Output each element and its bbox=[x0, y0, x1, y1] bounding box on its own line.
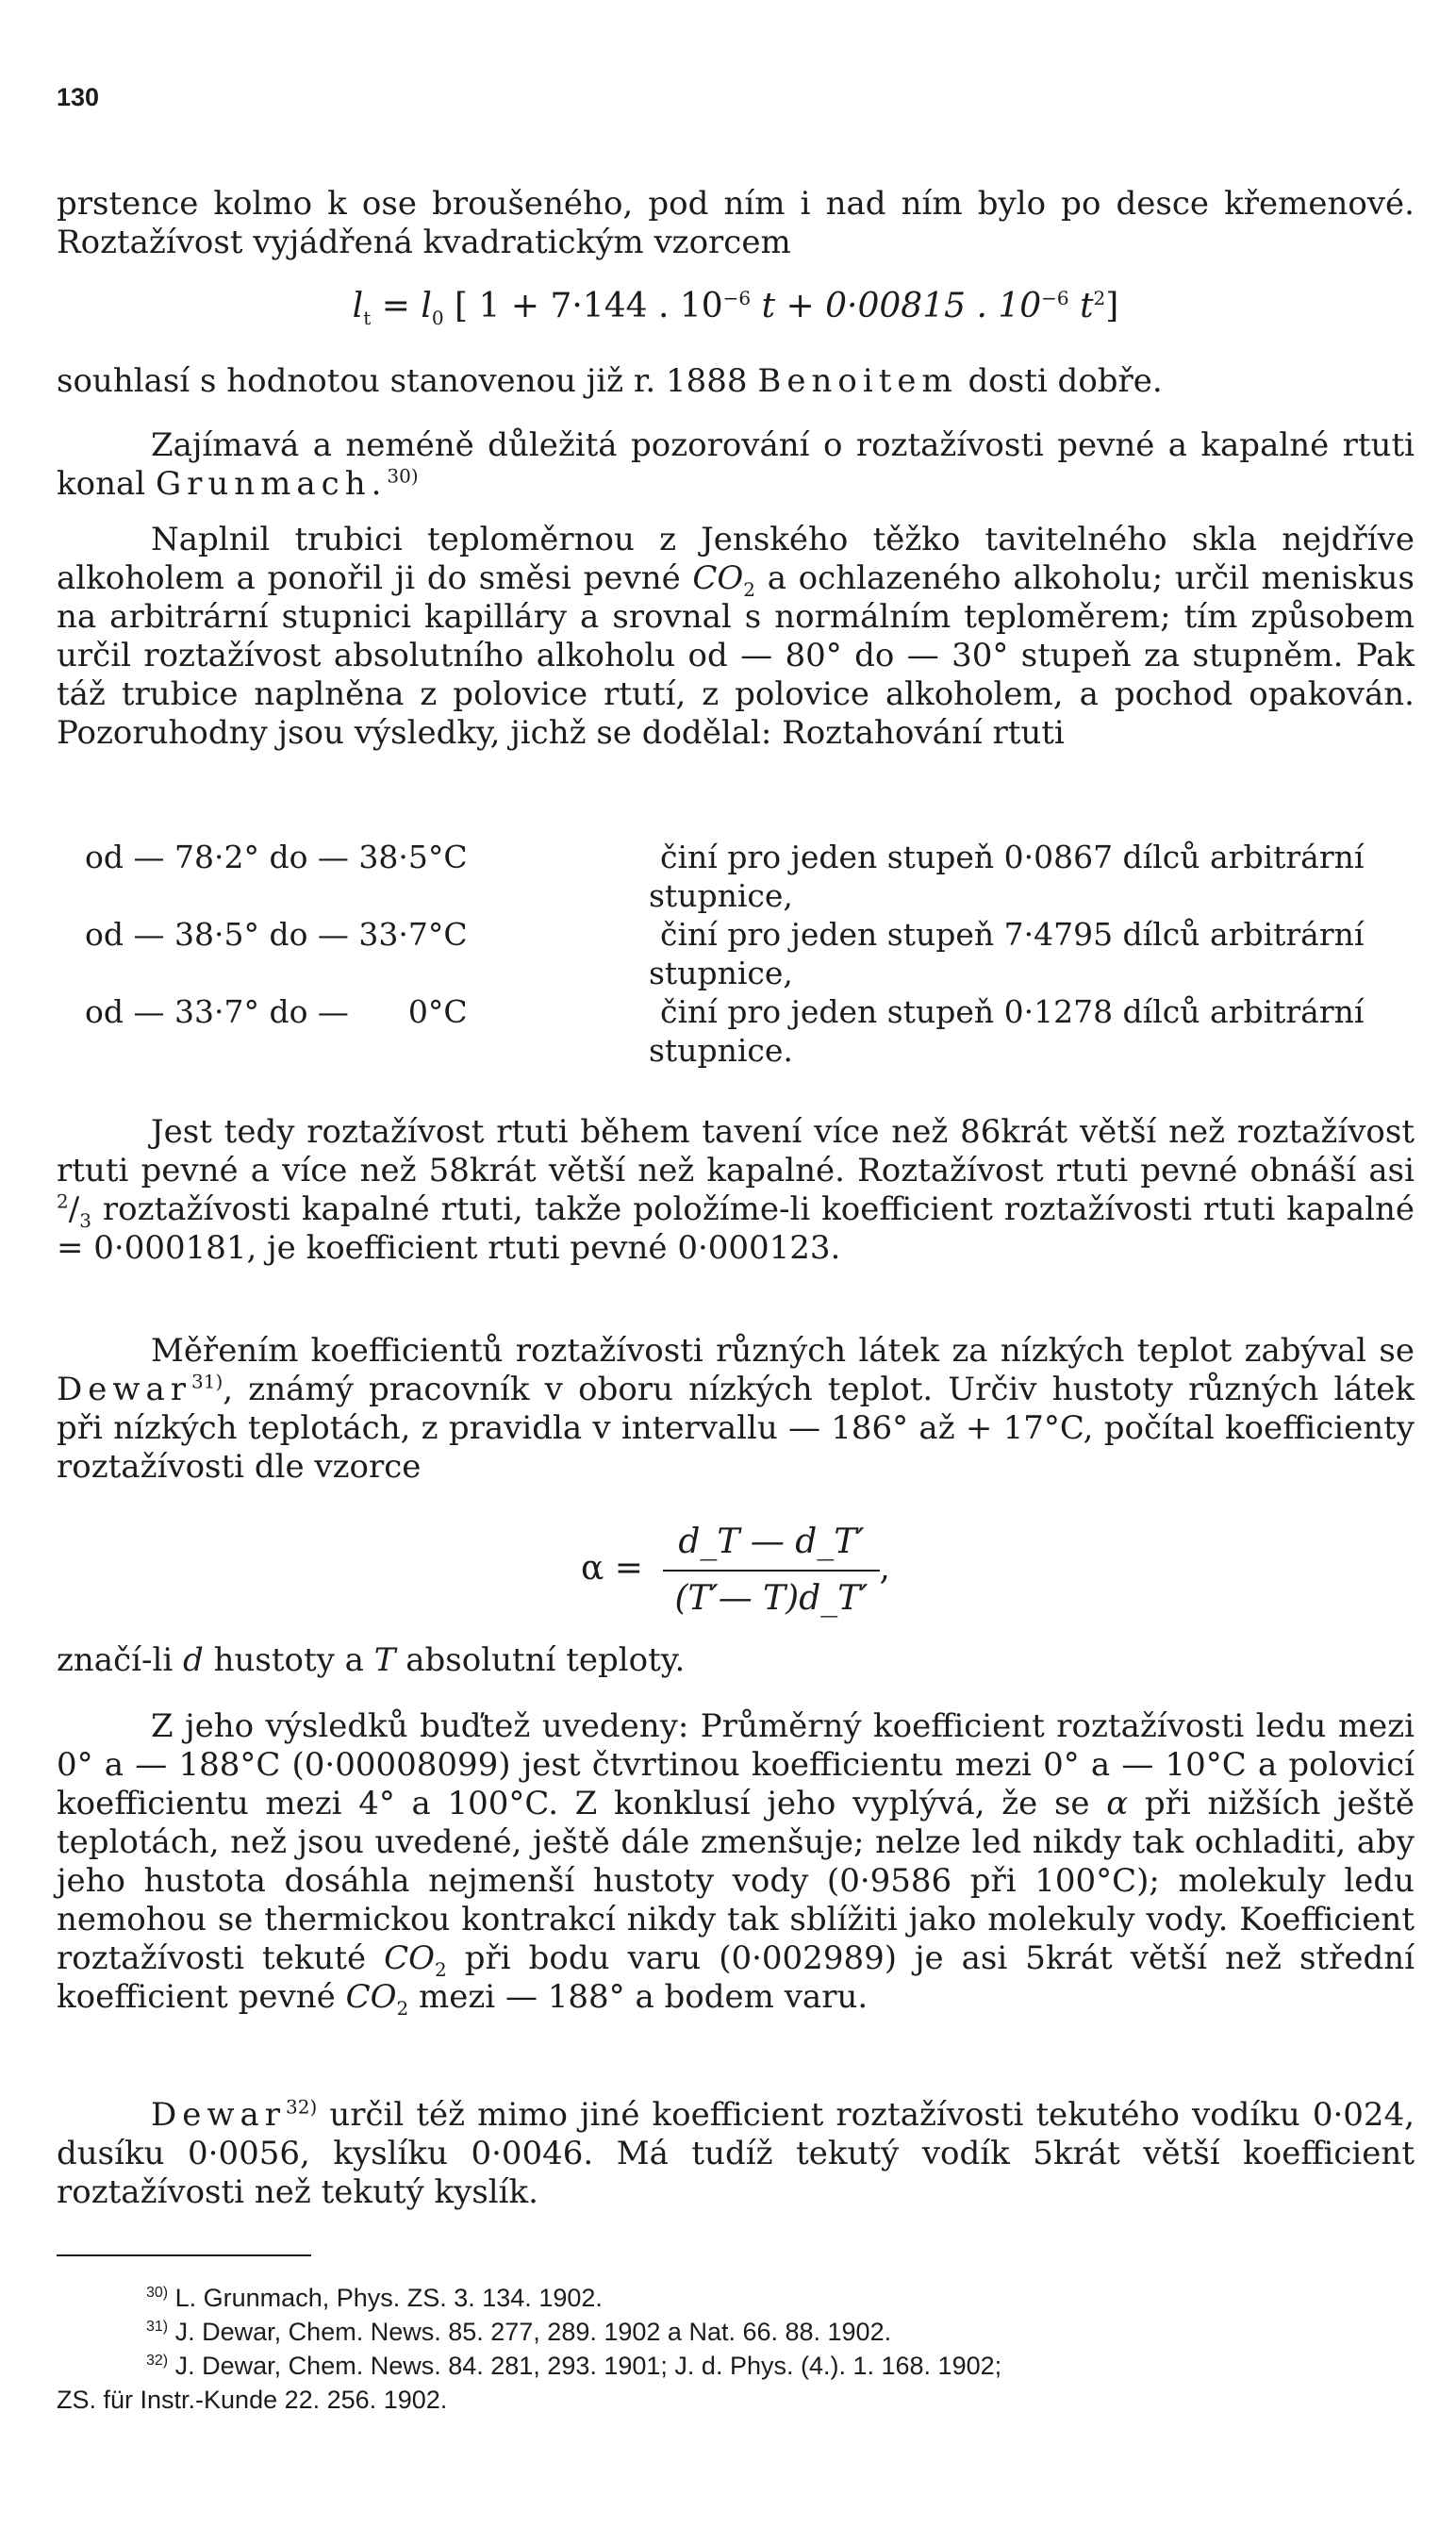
table-cont: stupnice. bbox=[649, 1032, 793, 1069]
eq-exp1: −6 bbox=[722, 287, 752, 309]
benoit-pre: souhlasí s hodnotou stanovenou již r. 1888 bbox=[57, 362, 748, 400]
paragraph-dewar bbox=[57, 1332, 1415, 1487]
paragraph-mercury-result: Jest tedy roztažívost rtuti během tavení více než 86krát větší než roztažívost rtuti pevné a více než 58krát větší než kapalné. Roztažívost rtuti pevné obnáší asi $^2/_3$ roztažívosti kapalné rtuti, takže položíme-li koefficient roztažívosti rtuti kapalné = 0·000181, je koefficient rtuti pevné 0·000123. bbox=[57, 1113, 1415, 1267]
footnote-ref-31: 31) bbox=[191, 1370, 223, 1393]
footnote-mark: 30) bbox=[146, 2285, 169, 2301]
eq-t2-exp: 2 bbox=[1093, 287, 1106, 309]
author-dewar: Dewar bbox=[57, 1371, 192, 1408]
eq-close: ] bbox=[1105, 287, 1119, 325]
footnote-ref-32: 32) bbox=[286, 2095, 318, 2119]
grunmach-pre: Zajímavá a neméně důležitá pozorování o roztažívosti pevné a kapalné rtuti konal bbox=[57, 426, 1415, 503]
eq-l: l bbox=[352, 287, 364, 325]
eq-l0: l bbox=[421, 287, 432, 325]
paragraph-grunmach bbox=[57, 426, 1415, 504]
paragraph-intro bbox=[57, 185, 1415, 262]
paragraph-experiment bbox=[57, 521, 1415, 753]
mercury-a: Jest tedy roztažívost rtuti během tavení více než 86krát větší než roztažívost rtuti pevné a více než 58krát větší než kapalné. Roztažívost rtuti pevné obnáší asi bbox=[57, 1113, 1415, 1189]
results-d: mezi — 188° a bodem varu. bbox=[419, 1978, 869, 2016]
table-row bbox=[57, 992, 1415, 1031]
footnote-32-cont: ZS. für Instr.-Kunde 22. 256. 1902. bbox=[57, 2386, 448, 2414]
table-text: činí pro jeden stupeň 0·0867 dílců arbitrární bbox=[660, 839, 1365, 875]
eq-exp2: −6 bbox=[1041, 287, 1069, 309]
fraction-den: 3 bbox=[79, 1208, 91, 1232]
fraction-num: 2 bbox=[57, 1189, 69, 1213]
table-range: od — 78·2° do — 38·5°C bbox=[85, 839, 468, 875]
co2-liquid-sub: 2 bbox=[435, 1957, 447, 1981]
eq-t2: t bbox=[1080, 287, 1094, 325]
co2-liquid: CO bbox=[384, 1939, 436, 1977]
footnote-text: L. Grunmach, Phys. ZS. 3. 134. 1902. bbox=[174, 2284, 603, 2312]
eq-l-sub: t bbox=[363, 307, 372, 330]
paragraph-hydrogen bbox=[57, 2096, 1415, 2212]
table-cont: stupnice, bbox=[649, 955, 793, 991]
alpha-denominator: (T′— T)d_T′ bbox=[674, 1579, 869, 1618]
dewar-b: , známý pracovník v oboru nízkých teplot. Určiv hustoty různých látek při nízkých teplotách, z pravidla v intervallu — 186° až + 17°C, počítal koefficienty roztažívosti dle vzorce bbox=[57, 1371, 1415, 1486]
experiment-b: a ochlazeného alkoholu; určil meniskus na arbitrární stupnici kapilláry a srovnal s normálním teploměrem; tím způsobem určil roztažívost absolutního alkoholu od — 80° do — 30° stupeň za stupněm. Pak táž trubice naplněna z polovice rtutí, z polovice alkoholem, a pochod opakován. Pozoruhodny jsou výsledky, jichž se dodělal: Roztahování rtuti bbox=[57, 559, 1415, 752]
alpha-formula bbox=[57, 1519, 1415, 1622]
footnote-text: J. Dewar, Chem. News. 85. 277, 289. 1902 a Nat. 66. 88. 1902. bbox=[174, 2318, 892, 2346]
var-T: T bbox=[373, 1641, 396, 1679]
eq-equals: = bbox=[381, 287, 410, 325]
author-grunmach: Grunmach. bbox=[155, 465, 388, 503]
co2-solid: CO bbox=[345, 1978, 397, 2016]
alpha-numerator: d_T — d_T′ bbox=[663, 1519, 879, 1572]
paragraph-results bbox=[57, 1707, 1415, 2020]
var-d: d bbox=[183, 1641, 204, 1679]
footnote-mark: 31) bbox=[146, 2319, 169, 2335]
paragraph-variables bbox=[57, 1641, 1415, 1680]
author-benoit: Benoitem bbox=[757, 362, 958, 400]
co2-formula: CO bbox=[692, 559, 744, 597]
table-row bbox=[57, 915, 1415, 954]
equation-length bbox=[57, 283, 1415, 330]
intro-text: prstence kolmo k ose broušeného, pod ním i nad ním bylo po desce křemenové. Roztažívost vyjádřená kvadratickým vzorcem bbox=[57, 185, 1415, 261]
author-dewar-2: Dewar bbox=[151, 2096, 287, 2134]
alpha-fraction bbox=[663, 1519, 879, 1622]
footnote-mark: 32) bbox=[146, 2353, 169, 2369]
co2-solid-sub: 2 bbox=[396, 1996, 409, 2020]
page-number: 130 bbox=[57, 83, 100, 111]
dewar-a: Měřením koefficientů roztažívosti různých látek za nízkých teplot zabýval se bbox=[151, 1332, 1415, 1370]
eq-mid: t + 0·00815 . 10 bbox=[761, 287, 1042, 325]
vars-b: hustoty a bbox=[213, 1641, 364, 1679]
benoit-post: dosti dobře. bbox=[968, 362, 1163, 400]
footnotes bbox=[57, 2281, 1415, 2417]
table-row bbox=[57, 838, 1415, 876]
footnote-30 bbox=[57, 2281, 1415, 2315]
footnote-31 bbox=[57, 2315, 1415, 2349]
table-range: od — 38·5° do — 33·7°C bbox=[85, 916, 468, 953]
footnote-divider bbox=[57, 2254, 311, 2256]
footnote-ref-30: 30) bbox=[387, 464, 419, 488]
table-cont: stupnice, bbox=[649, 877, 793, 914]
equation-alpha bbox=[57, 1519, 1415, 1622]
paragraph-benoit bbox=[57, 362, 1415, 401]
experiment-a: Naplnil trubici teploměrnou z Jenského těžko tavitelného skla nejdříve alkoholem a ponořil ji do směsi pevné bbox=[57, 521, 1415, 597]
alpha-symbol: α bbox=[1106, 1785, 1129, 1822]
table-range: od — 33·7° do — 0°C bbox=[85, 993, 468, 1030]
table-text: činí pro jeden stupeň 0·1278 dílců arbitrární bbox=[660, 993, 1365, 1030]
co2-sub: 2 bbox=[743, 577, 756, 601]
mercury-table bbox=[57, 838, 1415, 1070]
footnote-32 bbox=[57, 2349, 1415, 2383]
results-c: při bodu varu (0·002989) je asi 5krát větší než střední koefficient pevné bbox=[57, 1939, 1415, 2016]
footnote-text: J. Dewar, Chem. News. 84. 281, 293. 1901; J. d. Phys. (4.). 1. 168. 1902; bbox=[174, 2352, 1002, 2380]
eq-body: [ 1 + 7·144 . 10 bbox=[455, 287, 723, 325]
alpha-lhs: α = bbox=[580, 1549, 643, 1588]
length-formula bbox=[57, 283, 1415, 330]
vars-a: značí-li bbox=[57, 1641, 174, 1679]
hydrogen-text: určil též mimo jiné koefficient roztažívosti tekutého vodíku 0·024, dusíku 0·0056, kyslíku 0·0046. Má tudíž tekutý vodík 5krát větší koefficient roztažívosti než tekutý kyslík. bbox=[57, 2096, 1415, 2211]
table-text: činí pro jeden stupeň 7·4795 dílců arbitrární bbox=[660, 916, 1365, 953]
vars-c: absolutní teploty. bbox=[405, 1641, 686, 1679]
results-b: při nižších ještě teplotách, než jsou uvedené, ještě dále zmenšuje; nelze led nikdy tak ochladiti, aby jeho hustota dosáhla nejmenší hustoty vody (0·9586 při 100°C); molekuly ledu nemohou se thermickou kontrakcí nikdy tak sblížiti jako molekuly vody. Koefficient roztažívosti tekuté bbox=[57, 1785, 1415, 1977]
alpha-comma: , bbox=[879, 1549, 890, 1588]
results-a: Z jeho výsledků buďtež uvedeny: Průměrný koefficient roztažívosti ledu mezi 0° a — 188°C (0·00008099) jest čtvrtinou koefficientu mezi 0° a — 10°C a polovicí koefficientu mezi 4° a 100°C. Z konklusí jeho vyplývá, že se bbox=[57, 1707, 1415, 1822]
eq-l0-sub: 0 bbox=[431, 307, 444, 330]
mercury-b: roztažívosti kapalné rtuti, takže položíme-li koefficient roztažívosti rtuti kapalné = 0·000181, je koefficient rtuti pevné 0·000123. bbox=[57, 1190, 1415, 1267]
